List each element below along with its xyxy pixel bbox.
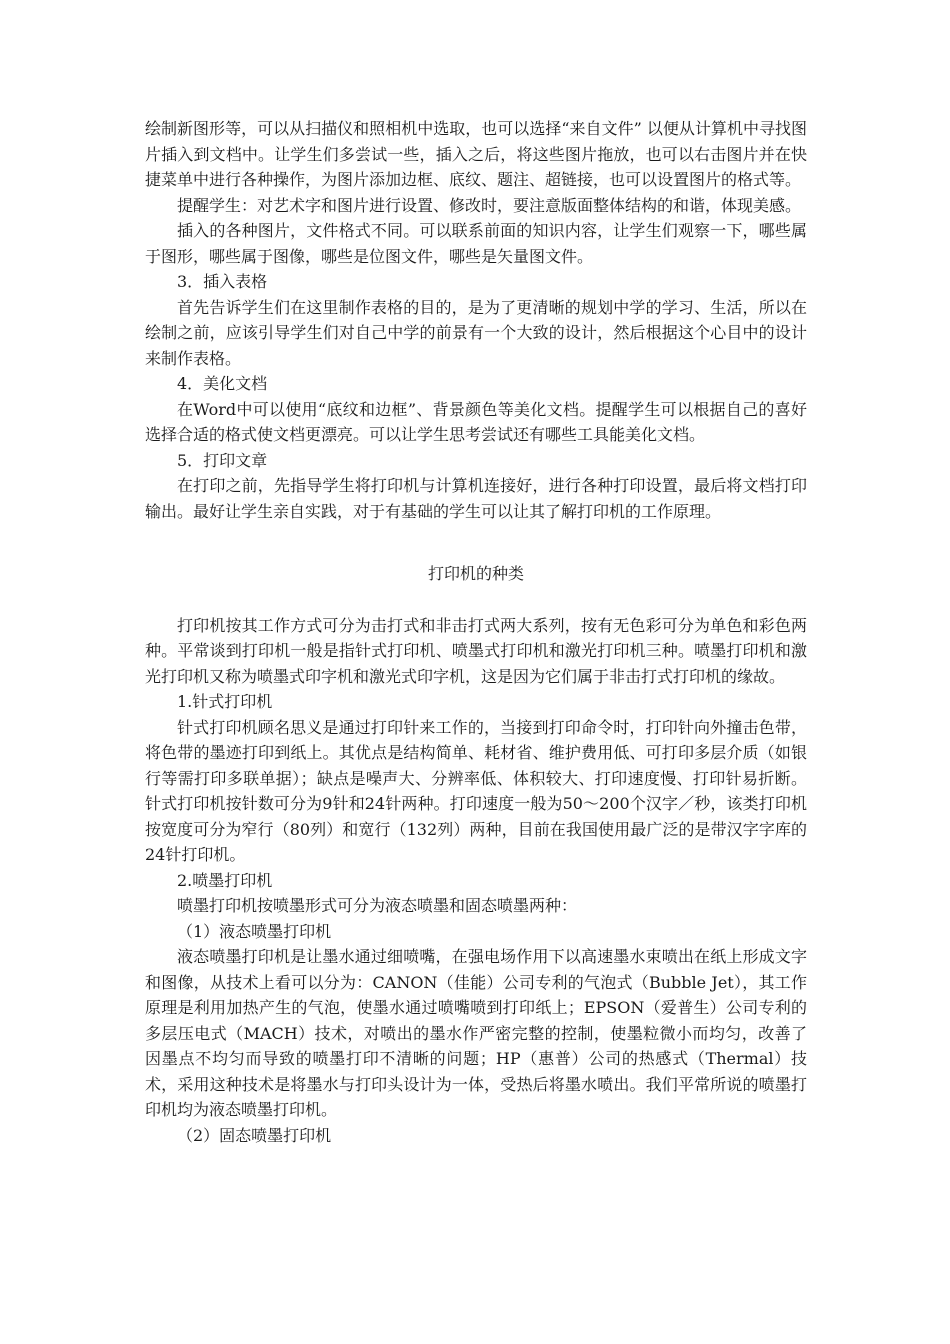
paragraph: 液态喷墨打印机是让墨水通过细喷嘴，在强电场作用下以高速墨水束喷出在纸上形成文字和图像，从技术上看可以分为：CANON（佳能）公司专利的气泡式（Bubble Jet），其工作原理是利用加热产生的气泡，使墨水通过喷嘴喷到打印纸上；EPSON（爱普生）公司专利的多层压电式（MACH）技术，对喷出的墨水作严密完整的控制，使墨粒微小而均匀，改善了因墨点不均匀而导致的喷墨打印不清晰的问题；HP（惠普）公司的热感式（Thermal）技术，采用这种技术是将墨水与打印头设计为一体，受热后将墨水喷出。我们平常所说的喷墨打印机均为液态喷墨打印机。 <box>145 947 807 1119</box>
subsection-heading: （1）液态喷墨打印机 <box>177 921 332 941</box>
subsection-heading: （2）固态喷墨打印机 <box>177 1125 332 1145</box>
paragraph: 提醒学生：对艺术字和图片进行设置、修改时，要注意版面整体结构的和谐，体现美感。 <box>177 195 802 215</box>
paragraph: 在Word中可以使用“底纹和边框”、背景颜色等美化文档。提醒学生可以根据自己的喜好选择合适的格式使文档更漂亮。可以让学生思考尝试还有哪些工具能美化文档。 <box>145 399 807 444</box>
paragraph: 首先告诉学生们在这里制作表格的目的，是为了更清晰的规划中学的学习、生活，所以在绘制之前，应该引导学生们对自己中学的前景有一个大致的设计，然后根据这个心目中的设计来制作表格。 <box>145 297 807 368</box>
paragraph: 在打印之前，先指导学生将打印机与计算机连接好，进行各种打印设置，最后将文档打印输出。最好让学生亲自实践，对于有基础的学生可以让其了解打印机的工作原理。 <box>145 476 807 521</box>
section-heading: 5．打印文章 <box>177 450 268 470</box>
paragraph: 插入的各种图片，文件格式不同。可以联系前面的知识内容，让学生们观察一下，哪些属于图形，哪些属于图像，哪些是位图文件，哪些是矢量图文件。 <box>145 221 807 266</box>
paragraph: 针式打印机顾名思义是通过打印针来工作的，当接到打印命令时，打印针向外撞击色带，将色带的墨迹打印到纸上。其优点是结构简单、耗材省、维护费用低、可打印多层介质（如银行等需打印多联单据）；缺点是噪声大、分辨率低、体积较大、打印速度慢、打印针易折断。针式打印机按针数可分为9针和24针两种。打印速度一般为50～200个汉字／秒，该类打印机按宽度可分为窄行（80列）和宽行（132列）两种，目前在我国使用最广泛的是带汉字字库的24针打印机。 <box>145 717 807 864</box>
paragraph: 打印机按其工作方式可分为击打式和非击打式两大系列，按有无色彩可分为单色和彩色两种。平常谈到打印机一般是指针式打印机、喷墨式打印机和激光打印机三种。喷墨打印机和激光打印机又称为喷墨式印字机和激光式印字机，这是因为它们属于非击打式打印机的缘故。 <box>145 615 807 686</box>
section-heading: 2.喷墨打印机 <box>177 870 273 890</box>
article-title: 打印机的种类 <box>427 564 524 583</box>
document-page <box>145 116 807 1148</box>
section-heading: 4．美化文档 <box>177 374 268 393</box>
section-heading: 3．插入表格 <box>177 272 268 291</box>
paragraph: 绘制新图形等，可以从扫描仪和照相机中选取，也可以选择“来自文件” 以便从计算机中寻找图片插入到文档中。让学生们多尝试一些，插入之后，将这些图片拖放，也可以右击图片并在快捷菜单中进行各种操作，为图片添加边框、底纹、题注、超链接，也可以设置图片的格式等。 <box>145 119 807 189</box>
section-heading: 1.针式打印机 <box>177 692 273 711</box>
paragraph: 喷墨打印机按喷墨形式可分为液态喷墨和固态喷墨两种： <box>177 896 578 915</box>
